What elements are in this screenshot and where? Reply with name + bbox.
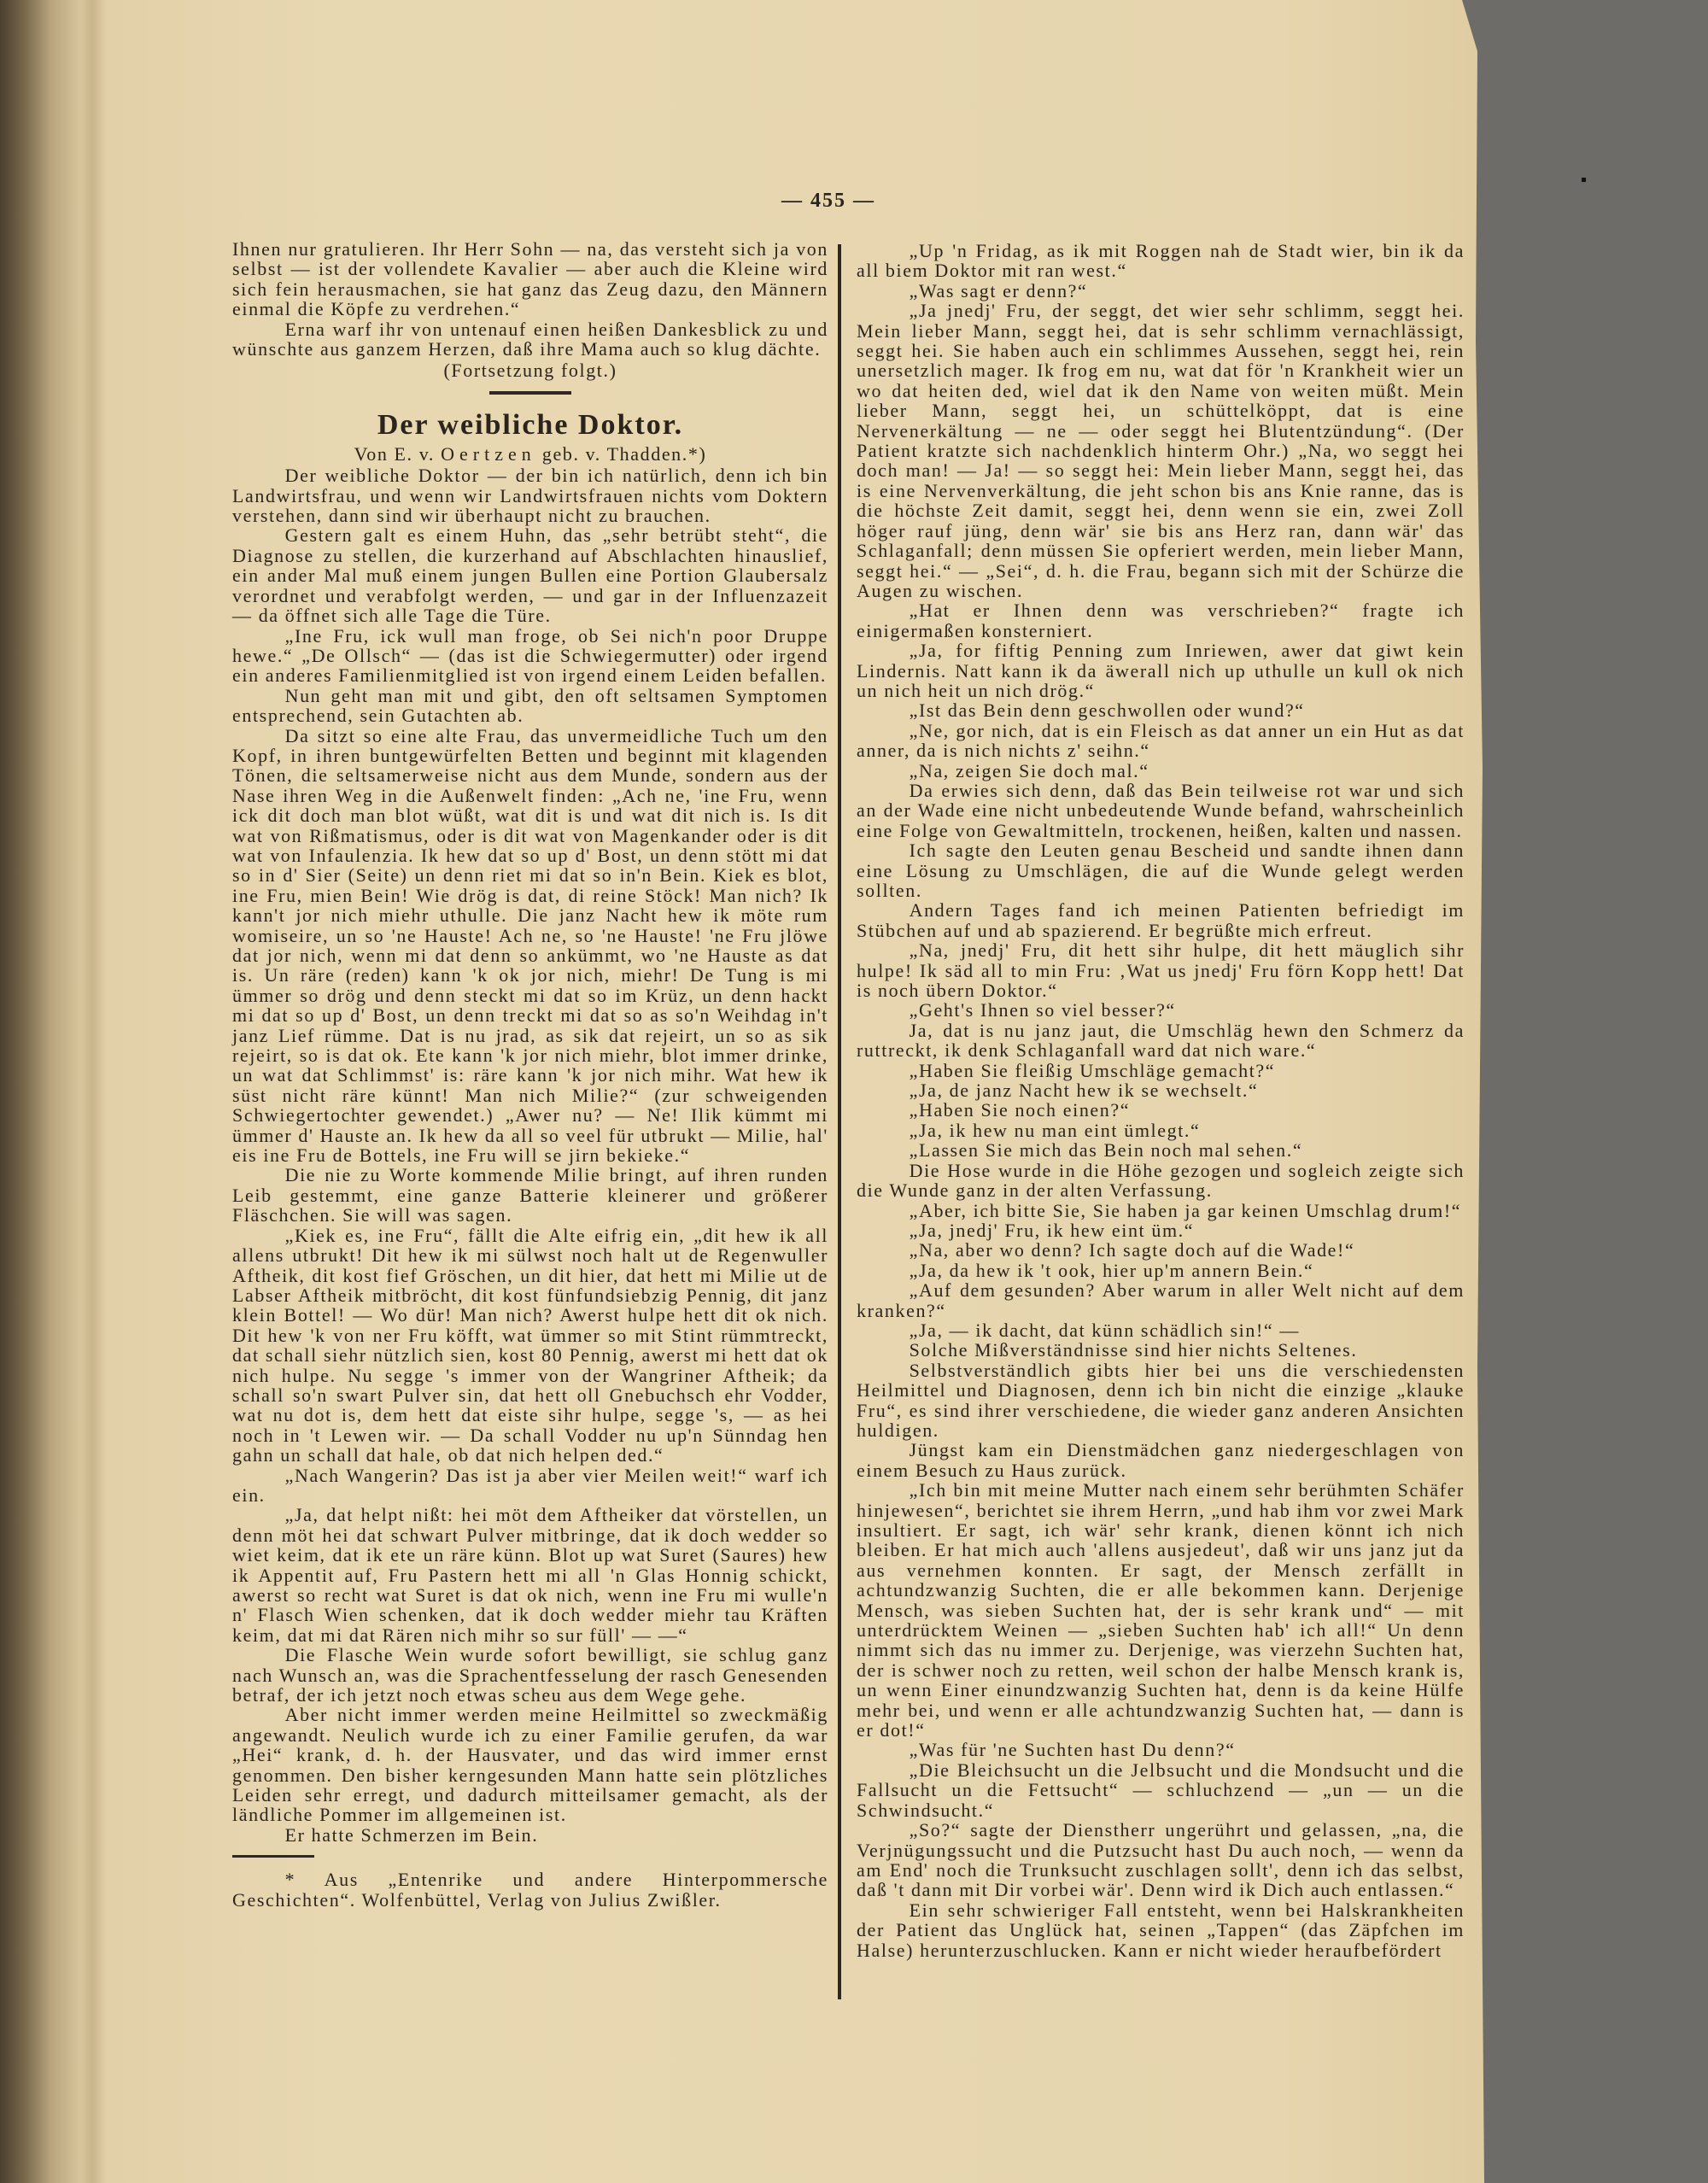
byline-author: Oertzen — [441, 442, 536, 465]
paragraph: „Ist das Bein denn geschwollen oder wund?“ — [909, 699, 1305, 722]
paragraph: „Aber, ich bitte Sie, Sie haben ja gar keinen Umschlag drum!“ — [909, 1199, 1462, 1221]
paragraph: Ich sagte den Leuten genau Bescheid und sandte ihnen dann eine Lösung zu Umschlägen, die auf die Wunde gelegt werden sollten. — [857, 840, 1465, 901]
paragraph: Ja, dat is nu janz jaut, die Umschläg hewn den Schmerz da ruttreckt, ik denk Schlaganfall ward dat nich ware.“ — [857, 1019, 1465, 1062]
paragraph: „Na, zeigen Sie doch mal.“ — [909, 759, 1149, 781]
paragraph: „Ja, for fiftig Penning zum Inriewen, awer dat giwt kein Lindernis. Natt kann ik da äwerall nich up uthulle un kull ok nich un nich heit un nich drög.“ — [857, 640, 1465, 701]
paragraph: „Die Bleichsucht un die Jelbsucht und die Mondsucht und die Fallsucht un die Fettsucht“ — schluchzend — „un — un die Schwindsucht.“ — [857, 1759, 1465, 1821]
paragraph: „Ja jnedj' Fru, der seggt, det wier sehr schlimm, seggt hei. Mein lieber Mann, seggt hei, dat is sehr schlimm vernachlässigt, seggt hei. Sie haben auch ein schlimmes Aussehen, seggt hei, rein unersetzlich mager. Ik frog em nu, wat dat för 'n Krankheit wier un wo dat heiten ded, wiel dat ik den Name von weiten müßt. Mein lieber Mann, seggt hei, un schüttelköppt, dat is eine Nervenerkältung — ne — oder seggt hei Blutentzündung“. (Der Patient kratzte sich nachdenklich hinterm Ohr.) „Na, wo seggt hei doch man! — Ja! — so seggt hei: Mein lieber Mann, seggt hei, das is eine Nervenverkältung, die jeht schon bis ans Knie ranne, das is die höchste Zeit damit, seggt hei, denn wenn sie ein, zwei Zoll höger rauf jüng, denn wär' sie bis ans Herz ran, dann wär' das Schlaganfall; denn müssen Sie opferiert werden, mein lieber Mann, seggt hei.“ — „Sei“, d. h. die Frau, begann sich mit der Schürze die Augen zu wischen. — [857, 300, 1465, 601]
paragraph: Jüngst kam ein Dienstmädchen ganz niedergeschlagen von einem Besuch zu Haus zurück. — [857, 1439, 1465, 1481]
footnote-divider — [232, 1855, 314, 1858]
paragraph: „Ja, de janz Nacht hew ik se wechselt.“ — [909, 1080, 1259, 1102]
paragraph: Er hatte Schmerzen im Bein. — [284, 1823, 539, 1846]
paragraph: „Ja, da hew ik 't ook, hier up'm annern Bein.“ — [909, 1259, 1314, 1281]
paragraph: Da sitzt so eine alte Frau, das unvermeidliche Tuch um den Kopf, in ihren buntgewürfelten Betten und beginnt mit klagenden Tönen, die seltsamerweise nicht aus dem Munde, sondern aus der Nase ihren Weg in die Außenwelt finden: „Ach ne, 'ine Fru, wenn ick dit doch man blot wüßt, wat dit is und wat dit nich is. Is dit wat von Rißmatismus, oder is dit wat von Magenkander oder is dit wat von Infaulenzia. Ik hew dat so up d' Bost, un denn stött mi dat so in d' Sier (Seite) un denn riet mi dat so in'n Bein. Kiek es blot, ine Fru, mien Bein! Wie drög is dat, di reine Stöck! Man nich? Ik kann't jor nich miehr uthulle. Die janz Nacht hew ik möte rum womiseire, un so 'ne Hauste! Ach ne, so 'ne Hauste! 'ne Fru jlöwe dat jor nich, wenn mi dat denn so ankümmt, wo 'ne Hauste as dat is. Un räre (reden) kann 'k ok jor nich, miehr! De Tung is mi ümmer so drög und denn steckt mi dat so im Krüz, un denn hackt mi dat so up d' Bost, un denn treckt mi dat so as so'n Weihdag in't janz Lief rümme. Dat is nu jrad, as sik dat rejeirt, un so as sik rejeirt, so is dat ok. Ete kann 'k jor nich miehr, blot immer drinke, un wat dat Schlimmst' is: räre kann 'k jor nich mihr. Wat hew ik süst nicht räre künnt! Man nich Milie?“ (zur schweigenden Schwiegertochter gewendet.) „Awer nu? — Ne! Ilik kümmt mi ümmer d' Hauste an. Ik hew da all so veel für utbrukt — Milie, hal' eis ine Fru de Bottels, ine Fru will se jirn bekieke.“ — [232, 724, 828, 1167]
paragraph: „Auf dem gesunden? Aber warum in aller Welt nicht auf dem kranken?“ — [857, 1279, 1465, 1321]
article-title: Der weibliche Doktor. — [377, 408, 684, 441]
paragraph: „Ich bin mit meine Mutter nach einem sehr berühmten Schäfer hinjewesen“, berichtet sie ihrem Herrn, „und hab ihm vor zwei Mark insultiert. Er sagt, ich wär' sehr krank, dienen könnt ich nich bleiben. Er hat mich auch 'allens ausjedeut', daß wir uns janz jut da aus vernehmen konnten. Er sagt, der Mensch zerfällt in achtundzwanzig Suchten, die er alle bekommen kann. Derjenige Mensch, was sieben Suchten hat, der is sehr krank und“ — mit unterdrücktem Weinen — „sieben Suchten hab' ich all!“ Un denn nimmt sich das nu immer zu. Derjenige, was vierzehn Suchten hat, der is schwer noch zu retten, weil schon der halbe Mensch krank is, un wenn Einer einundzwanzig Suchten hat, denn is da keine Hülfe mehr bei, und wenn er alle achtundzwanzig Suchten hat, — dann is er dot!“ — [857, 1479, 1465, 1741]
paragraph: Andern Tages fand ich meinen Patienten befriedigt im Stübchen auf und ab spazierend. Er begrüßte mich erfreut. — [857, 899, 1465, 941]
paragraph: „Geht's Ihnen so viel besser?“ — [909, 999, 1176, 1021]
paragraph: „Nach Wangerin? Das ist ja aber vier Meilen weit!“ warf ich ein. — [232, 1464, 828, 1506]
paragraph: Gestern galt es einem Huhn, das „sehr betrübt steht“, die Diagnose zu stellen, die kurzerhand auf Abschlachten hinauslief, ein ander Mal muß einem jungen Bullen eine Portion Glaubersalz verordnet und verabfolgt werden, — und gar in der Influenzazeit — da öffnet sich alle Tage die Türe. — [232, 524, 828, 627]
paragraph: Die Hose wurde in die Höhe gezogen und sogleich zeigte sich die Wunde ganz in der alten Verfassung. — [857, 1159, 1465, 1202]
paragraph: Die Flasche Wein wurde sofort bewilligt, sie schlug ganz nach Wunsch an, was die Sprachentfesselung der rasch Genesenden betraf, der ich jetzt noch etwas scheu aus dem Wege gehe. — [232, 1644, 828, 1706]
paragraph: „Ja, — ik dacht, dat künn schädlich sin!“ — — [909, 1319, 1300, 1341]
paragraph: Der weibliche Doktor — der bin ich natürlich, denn ich bin Landwirtsfrau, und wenn wir Landwirtsfrauen nichts vom Doktern verstehen, dann sind wir überhaupt nicht zu brauchen. — [232, 465, 828, 527]
paragraph: „Kiek es, ine Fru“, fällt die Alte eifrig ein, „dit hew ik all allens utbrukt! Dit hew ik mi sülwst noch halt ut de Regenwuller Aftheik, dit kost fief Gröschen, un dit hier, dat hett mi Milie ut de Labser Aftheik mitbröcht, dit kost fünfundsiebzig Pennig, dit janz klein Bottel! — Wo dür! Man nich? Awerst hulpe hett dit ok nich. Dit hew 'k von ner Fru köfft, wat ümmer so mit Stint rümmtreckt, dat schall siehr nützlich sien, kost 80 Pennig, awerst mi hett dat ok nich hulpe. Nu segge 's immer von der Wangriner Aftheik; da schall so'n swart Pulver sin, dat hett oll Gnebuchsch ehr Vodder, wat nu dot is, dem hett dat eiste sihr hulpe, segge 's, — as hei noch in 't Lewen wir. — Da schall Vodder nu up'n Sünndag hen gahn un schall dat hale, ob dat nich helpen ded.“ — [232, 1224, 828, 1466]
paragraph: „Ne, gor nich, dat is ein Fleisch as dat anner un ein Hut as dat anner, da is nich nichts z' seihn.“ — [857, 719, 1465, 762]
paragraph: Ein sehr schwieriger Fall entsteht, wenn bei Halskrankheiten der Patient das Unglück hat, seinen „Tappen“ (das Zäpfchen im Halse) herunterzuschlucken. Kann er nicht wieder heraufbefördert — [857, 1899, 1465, 1961]
column-divider — [838, 244, 841, 1999]
paragraph: „Haben Sie fleißig Umschläge gemacht?“ — [909, 1059, 1276, 1081]
byline — [232, 444, 828, 464]
paragraph: „Was für 'ne Suchten hast Du denn?“ — [909, 1739, 1236, 1761]
paragraph: „Na, jnedj' Fru, dit hett sihr hulpe, dit hett mäuglich sihr hulpe! Ik säd all to min Fru: ‚Wat us jnedj' Fru förn Kopp hett! Dat is noch übern Doktor.“ — [857, 939, 1465, 1002]
paragraph: „Ja, ik hew nu man eint ümlegt.“ — [909, 1119, 1201, 1141]
left-column — [232, 239, 828, 1910]
paragraph: „So?“ sagte der Dienstherr ungerührt und gelassen, „na, die Verjnügungssucht und die Putzsucht hast Du auch noch, — wenn da am End' noch die Trunksucht zuschlagen sollt', denn ich das selbst, daß 't dann mit Dir vorbei wär'. Denn wird ik Dich auch entlassen.“ — [857, 1819, 1465, 1901]
byline-prefix: Von E. v. — [354, 442, 436, 465]
paragraph: „Lassen Sie mich das Bein noch mal sehen.“ — [909, 1139, 1303, 1162]
paragraph: „Up 'n Fridag, as ik mit Roggen nah de Stadt wier, bin ik da all biem Doktor mit ran west.“ — [857, 240, 1465, 282]
byline-suffix: geb. v. Thadden.*) — [541, 442, 707, 465]
footnote: * Aus „Entenrike und andere Hinterpommersche Geschichten“. Wolfenbüttel, Verlag von Julius Zwißler. — [232, 1869, 828, 1911]
paragraph: „Na, aber wo denn? Ich sagte doch auf die Wade!“ — [909, 1239, 1355, 1261]
page-number: — 455 — — [781, 190, 875, 212]
paragraph: Die nie zu Worte kommende Milie bringt, auf ihren runden Leib gestemmt, eine ganze Batterie kleinerer und größerer Fläschchen. Sie will was sagen. — [232, 1164, 828, 1226]
right-column — [857, 241, 1465, 1960]
paragraph: „Ja, jnedj' Fru, ik hew eint üm.“ — [909, 1219, 1195, 1241]
paragraph: „Ine Fru, ick wull man froge, ob Sei nich'n poor Druppe hewe.“ „De Ollsch“ — (das ist die Schwiegermutter) oder irgend ein anderes Familienmitglied ist von irgend einem Leiden befallen. — [232, 624, 828, 687]
paragraph: „Ja, dat helpt nißt: hei möt dem Aftheiker dat vörstellen, un denn möt hei dat schwart Pulver mitbringe, dat ik doch wedder so wiet keim, dat ik ete un räre künn. Blot up wat Suret (Saures) hew ik Appentit auf, Fru Pastern hett mi all 'n Glas Honnig schickt, awerst so recht wat Suret is dat ok nich, wenn ine Fru mi wulle'n n' Flasch Wien schenken, dat ik doch wedder miehr tau Kräften keim, dat mi dat Rären nich mihr so sur füll' — —“ — [232, 1504, 828, 1646]
speck — [1582, 178, 1586, 182]
paragraph: „Hat er Ihnen denn was verschrieben?“ fragte ich einigermaßen konsterniert. — [857, 600, 1465, 641]
article-body — [232, 465, 828, 1845]
paragraph: „Haben Sie noch einen?“ — [909, 1099, 1131, 1121]
paragraph: „Was sagt er denn?“ — [909, 279, 1088, 301]
paragraph: Selbstverständlich gibts hier bei uns die verschiedensten Heilmittel und Diagnosen, denn ich bin nicht die einzige „klauke Fru“, es sind ihrer verschiedene, die wieder ganz anderen Ansichten huldigen. — [857, 1359, 1465, 1441]
paragraph: Nun geht man mit und gibt, den oft seltsamen Symptomen entsprechend, sein Gutachten ab. — [232, 684, 828, 727]
paragraph: Da erwies sich denn, daß das Bein teilweise rot war und sich an der Wade eine nicht unbedeutende Wunde befand, wahrscheinlich eine Folge von Gewaltmitteln, trockenen, heißen, kalten und nassen. — [857, 779, 1465, 841]
story-continuation: Ihnen nur gratulieren. Ihr Herr Sohn — na, das versteht sich ja von selbst — ist der vollendete Kavalier — aber auch die Kleine wird sich fein herausmachen, sie hat ganz das Zeug dazu, den Männern einmal die Köpfe zu verdrehen.“ — [232, 238, 828, 320]
paragraph: Aber nicht immer werden meine Heilmittel so zweckmäßig angewandt. Neulich wurde ich zu einer Familie gerufen, da war „Hei“ krank, d. h. der Hausvater, und das wird immer ernst genommen. Den bisher kerngesunden Mann hatte sein plötzliches Leiden sehr erregt, und dadurch mitteilsamer gemacht, als der ländliche Pommer im allgemeinen ist. — [232, 1704, 828, 1826]
paragraph: Solche Mißverständnisse sind hier nichts Seltenes. — [909, 1339, 1358, 1361]
story-continuation: Erna warf ihr von untenauf einen heißen Dankesblick zu und wünschte aus ganzem Herzen, daß ihre Mama auch so klug dächte. — [232, 318, 828, 360]
section-divider — [489, 391, 571, 395]
to-be-continued: (Fortsetzung folgt.) — [443, 360, 617, 382]
